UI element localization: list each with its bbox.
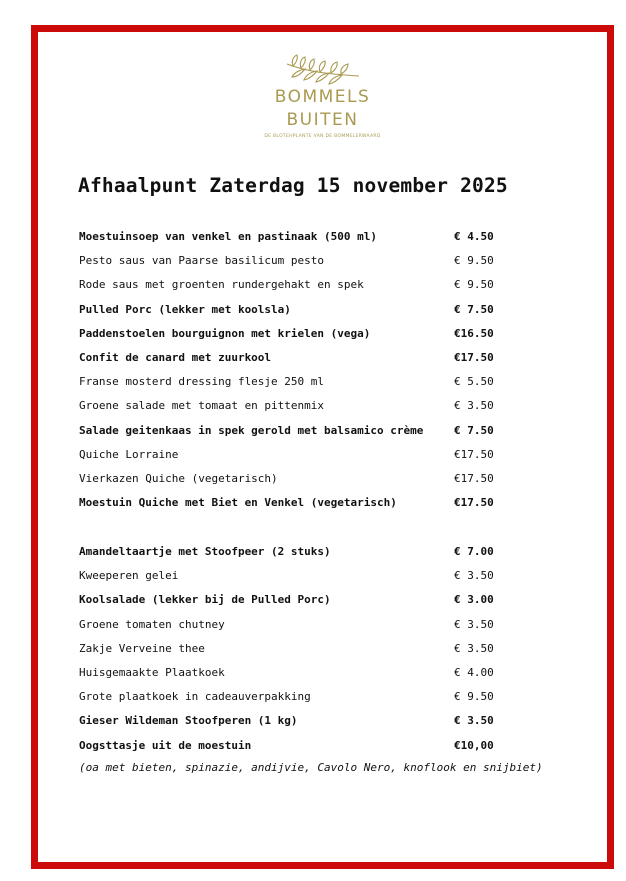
- menu-item-price: € 3.50: [454, 617, 494, 631]
- menu-item-price: € 3.50: [454, 569, 494, 583]
- menu-item-name: Confit de canard met zuurkool: [79, 350, 272, 364]
- menu-item: [79, 613, 499, 637]
- red-border-frame: [31, 25, 614, 869]
- logo: [38, 50, 607, 139]
- logo-text-line1: BOMMELS: [274, 87, 371, 107]
- menu-item-name: Groene tomaten chutney: [79, 617, 225, 631]
- menu-item: [79, 467, 499, 491]
- olive-branch-icon: [283, 50, 363, 86]
- menu-item: [79, 346, 499, 370]
- menu-item-name: Oogsttasje uit de moestuin: [79, 738, 252, 752]
- menu-item-name: Vierkazen Quiche (vegetarisch): [79, 471, 278, 485]
- menu-item-price: €17.50: [454, 447, 494, 461]
- menu-item-price: € 9.50: [454, 278, 494, 292]
- menu-item-price: € 7.50: [454, 423, 494, 437]
- menu-item-name: Salade geitenkaas in spek gerold met balsamico crème: [79, 423, 424, 437]
- menu-item-name: Franse mosterd dressing flesje 250 ml: [79, 375, 325, 389]
- menu-item-price: €17.50: [454, 350, 494, 364]
- menu-item-name: Gieser Wildeman Stoofperen (1 kg): [79, 714, 298, 728]
- menu-item-price: € 5.50: [454, 375, 494, 389]
- menu-item: [79, 685, 499, 709]
- menu-item-price: € 9.50: [454, 690, 494, 704]
- menu-item: [79, 637, 499, 661]
- footnote: (oa met bieten, spinazie, andijvie, Cavolo Nero, knoflook en snijbiet): [79, 761, 543, 774]
- logo-tagline: DE BLOTEHPLANTE VAN DE BOMMELERWAARD: [264, 134, 381, 139]
- menu-item-price: €16.50: [454, 326, 494, 340]
- menu-item: [79, 443, 499, 467]
- menu-item-name: Huisgemaakte Plaatkoek: [79, 665, 225, 679]
- menu-item-price: €17.50: [454, 496, 494, 510]
- menu-item-price: €10,00: [454, 738, 494, 752]
- menu-item: [79, 709, 499, 733]
- menu-item-name: Moestuinsoep van venkel en pastinaak (500 ml): [79, 230, 378, 243]
- menu-item-name: Paddenstoelen bourguignon met krielen (vega): [79, 326, 371, 340]
- menu-item: [79, 370, 499, 394]
- menu-item-price: € 7.00: [454, 545, 494, 559]
- section-spacer: [79, 515, 499, 540]
- menu-item-price: € 4.50: [454, 230, 494, 243]
- menu-list: [79, 225, 499, 758]
- menu-item: [79, 540, 499, 564]
- menu-item: [79, 249, 499, 273]
- menu-item-name: Rode saus met groenten rundergehakt en spek: [79, 278, 364, 292]
- menu-item: [79, 298, 499, 322]
- menu-item: [79, 661, 499, 685]
- menu-item: [79, 588, 499, 612]
- menu-item: [79, 564, 499, 588]
- menu-item-price: €17.50: [454, 471, 494, 485]
- menu-item: [79, 734, 499, 758]
- menu-item-price: € 4.00: [454, 665, 494, 679]
- menu-item: [79, 419, 499, 443]
- menu-item-name: Pulled Porc (lekker met koolsla): [79, 302, 291, 316]
- menu-item-name: Kweeperen gelei: [79, 569, 179, 583]
- logo-text-line2: BUITEN: [286, 110, 359, 130]
- menu-item-price: € 9.50: [454, 254, 494, 268]
- page-title: Afhaalpunt Zaterdag 15 november 2025: [78, 174, 508, 197]
- menu-item-name: Grote plaatkoek in cadeauverpakking: [79, 690, 311, 704]
- menu-item: [79, 322, 499, 346]
- menu-item-name: Groene salade met tomaat en pittenmix: [79, 399, 325, 413]
- menu-item-name: Quiche Lorraine: [79, 447, 179, 461]
- menu-item: [79, 273, 499, 297]
- menu-item-price: € 3.50: [454, 641, 494, 655]
- menu-item-name: Moestuin Quiche met Biet en Venkel (vegetarisch): [79, 496, 397, 510]
- menu-item-price: € 3.50: [454, 399, 494, 413]
- menu-item-price: € 7.50: [454, 302, 494, 316]
- menu-item-name: Amandeltaartje met Stoofpeer (2 stuks): [79, 545, 331, 559]
- menu-item-name: Pesto saus van Paarse basilicum pesto: [79, 254, 325, 268]
- menu-item: [79, 225, 499, 249]
- menu-item-name: Koolsalade (lekker bij de Pulled Porc): [79, 593, 331, 607]
- menu-item-price: € 3.00: [454, 593, 494, 607]
- menu-item-name: Zakje Verveine thee: [79, 641, 205, 655]
- menu-item-price: € 3.50: [454, 714, 494, 728]
- menu-item: [79, 394, 499, 418]
- menu-item: [79, 491, 499, 515]
